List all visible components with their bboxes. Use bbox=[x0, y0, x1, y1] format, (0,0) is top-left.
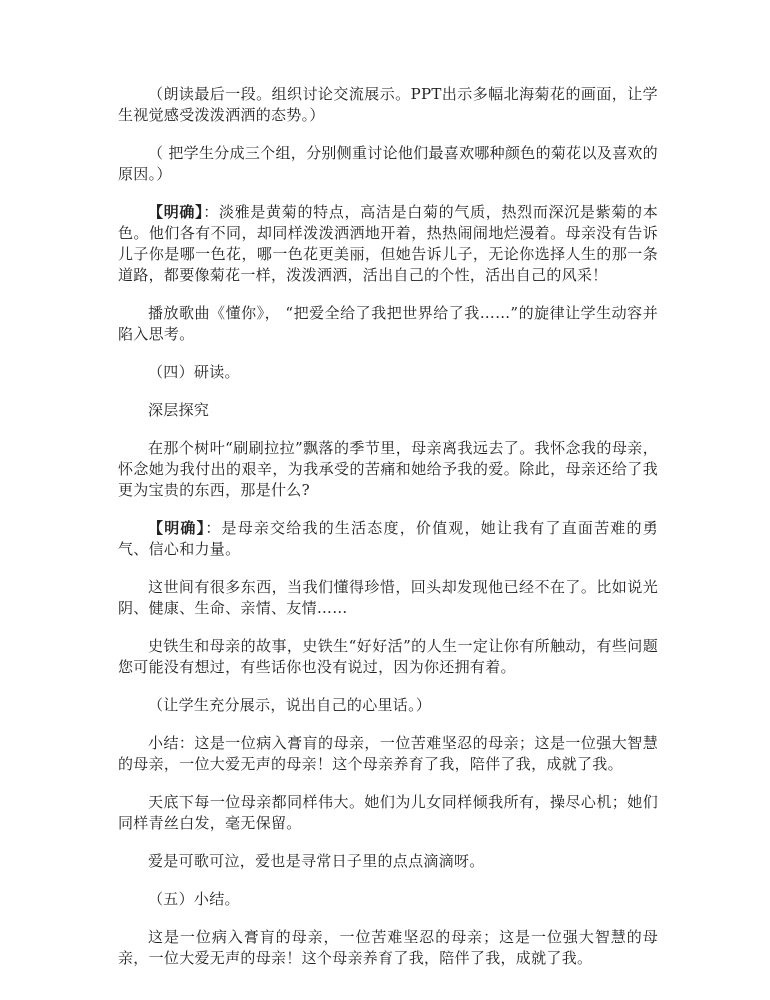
clarify-label: 【明确】 bbox=[148, 203, 204, 221]
paragraph: 在那个树叶“刷刷拉拉”飘落的季节里，母亲离我远去了。我怀念我的母亲，怀念她为我付出的艰辛，为我承受的苦痛和她给予我的爱。除此，母亲还给了我更为宝贵的东西，那是什么? bbox=[118, 439, 658, 499]
paragraph: （ 把学生分成三个组，分别侧重讨论他们最喜欢哪种颜色的菊花以及喜欢的原因。） bbox=[118, 144, 658, 183]
paragraph: （朗读最后一段。组织讨论交流展示。PPT出示多幅北海菊花的画面，让学生视觉感受泼泼洒洒的态势。） bbox=[118, 85, 658, 124]
paragraph: 播放歌曲《懂你》， “把爱全给了我把世界给了我……”的旋律让学生动容并陷入思考。 bbox=[118, 304, 658, 343]
paragraph bbox=[118, 518, 658, 560]
paragraph: 爱是可歌可泣，爱也是寻常日子里的点点滴滴呀。 bbox=[148, 852, 485, 870]
paragraph-text: ：是母亲交给我的生活态度，价值观，她让我有了直面苦难的勇气、信心和力量。 bbox=[118, 519, 659, 558]
paragraph-text: ：淡雅是黄菊的特点，高洁是白菊的气质，热烈而深沉是紫菊的本色。他们各有不同，却同样泼泼洒洒地开着，热热闹闹地烂漫着。母亲没有告诉儿子你是哪一色花，哪一色花更美丽，但她告诉儿子，无论你选择人生的那一条道路，都要像菊花一样，泼泼洒洒，活出自己的个性，活出自己的风采！ bbox=[118, 203, 659, 284]
paragraph: 小结：这是一位病入膏肓的母亲，一位苦难坚忍的母亲；这是一位强大智慧的母亲，一位大爱无声的母亲！这个母亲养育了我，陪伴了我，成就了我。 bbox=[118, 734, 658, 773]
clarify-label: 【明确】 bbox=[148, 519, 206, 537]
paragraph: （让学生充分展示，说出自己的心里话。） bbox=[148, 696, 432, 714]
document-body bbox=[118, 84, 658, 986]
paragraph: 这世间有很多东西，当我们懂得珍惜，回头却发现他已经不在了。比如说光阴、健康、生命、亲情、友情…… bbox=[118, 578, 658, 617]
section-heading: （五）小结。 bbox=[148, 890, 240, 908]
paragraph: 史铁生和母亲的故事，史铁生“好好活”的人生一定让你有所触动，有些问题您可能没有想过，有些话你也没有说过，因为你还拥有着。 bbox=[118, 637, 658, 676]
section-heading: （四）研读。 bbox=[148, 363, 240, 381]
paragraph bbox=[118, 202, 658, 286]
subsection-heading: 深层探究 bbox=[148, 401, 210, 419]
paragraph: 天底下每一位母亲都同样伟大。她们为儿女同样倾我所有，操尽心机；她们同样青丝白发，毫无保留。 bbox=[118, 793, 658, 832]
paragraph: 这是一位病入膏肓的母亲，一位苦难坚忍的母亲；这是一位强大智慧的母亲，一位大爱无声的母亲！这个母亲养育了我，陪伴了我，成就了我。 bbox=[118, 928, 658, 967]
